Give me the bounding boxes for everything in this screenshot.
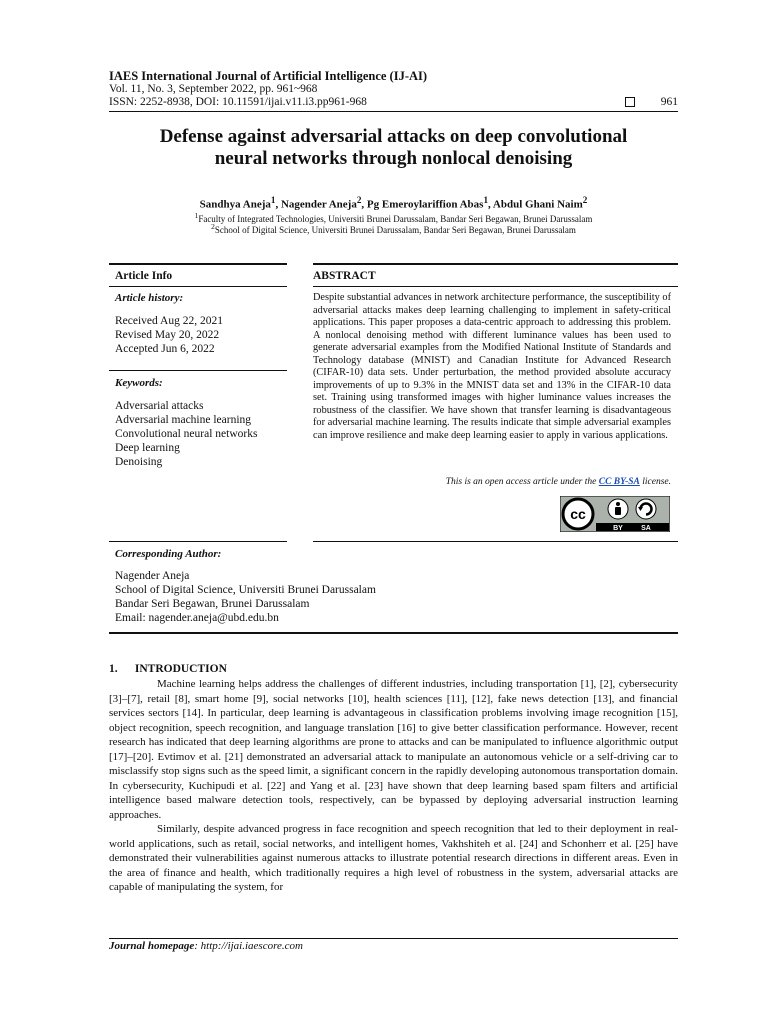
open-access-notice <box>313 477 671 487</box>
keyword: Denoising <box>115 456 163 468</box>
square-bullet-icon <box>625 97 635 107</box>
corresponding-name: Nagender Aneja <box>115 570 190 582</box>
journal-name: IAES International Journal of Artificial Intelligence (IJ-AI) <box>109 69 428 83</box>
author-affil-mark: 1 <box>270 195 276 205</box>
received-date: Received Aug 22, 2021 <box>115 315 223 327</box>
cc-label: cc <box>570 506 586 522</box>
corresponding-author-details <box>115 569 376 625</box>
issn-line <box>109 96 678 108</box>
affil-text: School of Digital Science, Universiti Brunei Darussalam, Bandar Seri Begawan, Brunei Darussalam <box>214 225 576 235</box>
title-line-2: neural networks through nonlocal denoising <box>214 148 573 169</box>
issn-doi: ISSN: 2252-8938, DOI: 10.11591/ijai.v11.i3.pp961-968 <box>109 96 367 108</box>
affil-text: Faculty of Integrated Technologies, Universiti Brunei Darussalam, Bandar Seri Begawan, Brunei Darussalam <box>198 214 593 224</box>
keywords-list <box>115 399 257 469</box>
oa-suffix: license. <box>639 477 671 487</box>
author-list <box>109 195 678 211</box>
corresponding-dept: School of Digital Science, Universiti Brunei Darussalam <box>115 584 376 596</box>
by-label: BY <box>613 525 623 532</box>
article-info-heading: Article Info <box>115 270 173 282</box>
header-rule <box>109 111 678 112</box>
volume-info: Vol. 11, No. 3, September 2022, pp. 961~968 <box>109 83 318 95</box>
author-name: , Nagender Aneja <box>275 198 357 211</box>
keywords-rule <box>109 370 287 371</box>
author-affil-mark: 2 <box>356 195 362 205</box>
keyword: Deep learning <box>115 442 180 454</box>
author-name: , Pg Emeroylariffion Abas <box>361 198 484 211</box>
abstract-bottom-rule <box>313 541 678 542</box>
corresponding-author-heading: Corresponding Author: <box>115 548 222 560</box>
author-affil-mark: 2 <box>582 195 588 205</box>
oa-prefix: This is an open access article under the <box>445 477 599 487</box>
accepted-date: Accepted Jun 6, 2022 <box>115 343 215 355</box>
abstract-rule <box>313 286 678 287</box>
introduction-heading: 1. INTRODUCTION <box>109 663 227 675</box>
introduction-paragraph-2: Similarly, despite advanced progress in face recognition and speech recognition that led to their deployment in real-world applications, such as retail, social networks, and intelligent homes, Vakhshiteh et al. [24] and Schonherr et al. [25] have demonstrated their vulnerabilities against numerous attacks to illustrate potential research directions in different areas. Even in the area of finance and health, which traditionally requires a high level of robustness in the system, adversarial attacks are capable of manipulating the system, for <box>109 823 678 893</box>
corresponding-city: Bandar Seri Begawan, Brunei Darussalam <box>115 598 310 610</box>
front-matter-bottom-rule <box>109 632 678 634</box>
footer-rule <box>109 938 678 939</box>
article-info-rule <box>109 286 287 287</box>
keyword: Convolutional neural networks <box>115 428 258 440</box>
sa-label: SA <box>641 525 651 532</box>
abstract-top-rule <box>313 263 678 265</box>
homepage-url[interactable]: : http://ijai.iaescore.com <box>194 940 303 952</box>
abstract-text: Despite substantial advances in network architecture performance, the susceptibility of adversarial attacks makes deep learning challenging to implement in safety-critical applications. This paper proposes a data-centric approach to addressing this problem. A nonlocal denoising method with different luminance values has been used to generate adversarial examples from the Modified National Institute of Standards and Technology database (MNIST) and Canadian Institute for Advanced Research (CIFAR-10) data sets. Under perturbation, the method provided absolute accuracy improvements of up to 9.3% in the MNIST data set and 13% in the CIFAR-10 data set. Training using transformed images with higher luminance values increases the robustness of the classifier. We have shown that transfer learning is disadvantageous for adversarial machine learning. The results indicate that simple adversarial examples can improve resilience and make deep learning easier to apply in various applications. <box>313 292 671 441</box>
paper-title <box>109 126 678 170</box>
affil-number: 1 <box>194 211 199 220</box>
author-name: Sandhya Aneja <box>199 198 271 211</box>
page-number: 961 <box>660 96 678 108</box>
corresponding-top-rule <box>109 541 287 542</box>
keyword: Adversarial machine learning <box>115 414 252 426</box>
author-name: , Abdul Ghani Naim <box>488 198 583 211</box>
title-line-1: Defense against adversarial attacks on deep convolutional <box>159 126 628 147</box>
page-number-group <box>625 96 678 108</box>
introduction-paragraph-1: Machine learning helps address the challenges of different industries, including transportation [1], [2], cybersecurity [3]–[7], retail [8], smart home [9], social networks [10], health sciences [11], [12], fake news detection [13], and financial services sectors [14]. In particular, deep learning is advantageous in classification problems involving image recognition [15], object recognition, speech recognition, and language translation [16] to give better classification performance. However, recent research has indicated that deep learning algorithms are prone to attacks and can be manipulated to influence algorithmic output [17]–[20]. Evtimov et al. [21] demonstrated an adversarial attack to manipulate an autonomous vehicle or a self-driving car to misclassify stop signs such as the speed limit, a significant concern in the rapidly developing autonomous transportation domain. In cybersecurity, Kuchipudi et al. [22] and Yang et al. [23] have shown that deep learning based spam filters and artificial intelligence based malware detection tools, respectively, can be bypassed by deploying adversarial instruction learning approaches. <box>109 678 678 821</box>
keyword: Adversarial attacks <box>115 400 204 412</box>
corresponding-email[interactable]: Email: nagender.aneja@ubd.edu.bn <box>115 612 279 624</box>
journal-homepage <box>109 940 303 952</box>
homepage-label: Journal homepage <box>109 940 195 952</box>
cc-by-sa-badge[interactable] <box>560 496 670 532</box>
article-info-top-rule <box>109 263 287 265</box>
share-alike-icon <box>636 499 656 519</box>
revised-date: Revised May 20, 2022 <box>115 329 220 341</box>
affil-number: 2 <box>211 222 215 231</box>
cc-by-sa-link[interactable]: CC BY-SA <box>598 477 640 487</box>
affiliation-2 <box>109 222 678 235</box>
introduction-body <box>109 677 678 895</box>
article-history-heading: Article history: <box>115 292 184 304</box>
author-affil-mark: 1 <box>483 195 489 205</box>
keywords-heading: Keywords: <box>115 377 163 389</box>
abstract-heading: ABSTRACT <box>313 270 376 282</box>
article-dates <box>115 314 223 356</box>
